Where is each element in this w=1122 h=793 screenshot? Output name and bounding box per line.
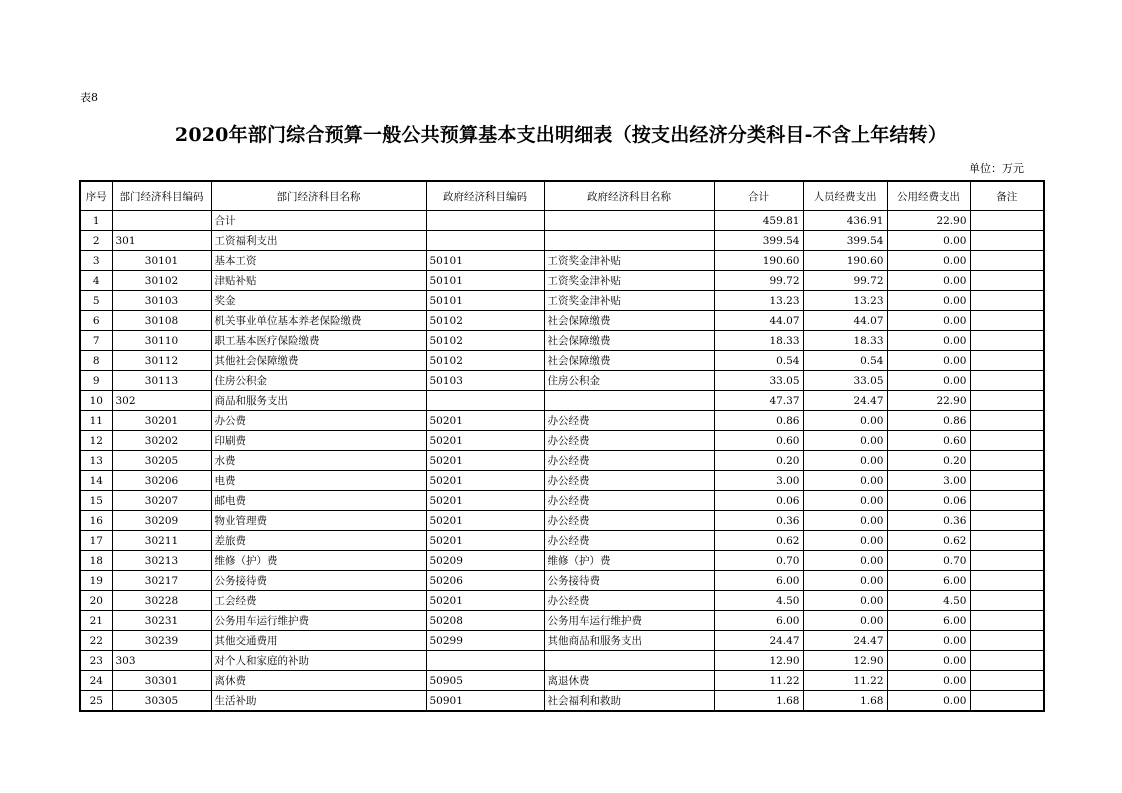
cell-row-number: 1: [80, 211, 112, 231]
cell-gov-name: [544, 211, 714, 231]
cell-dept-code: 30231: [112, 611, 211, 631]
cell-row-number: 4: [80, 271, 112, 291]
cell-gov-code: 50102: [426, 311, 544, 331]
cell-gov-name: 办公经费: [544, 491, 714, 511]
cell-row-number: 17: [80, 531, 112, 551]
table-number: 表8: [80, 91, 98, 104]
cell-personnel: 0.00: [803, 571, 887, 591]
table-row: [80, 211, 1044, 231]
cell-dept-code: 30239: [112, 631, 211, 651]
cell-note: [970, 271, 1044, 291]
cell-dept-code: 30102: [112, 271, 211, 291]
cell-gov-code: 50101: [426, 251, 544, 271]
cell-dept-code: 30108: [112, 311, 211, 331]
cell-gov-name: 办公经费: [544, 471, 714, 491]
table-row: [80, 311, 1044, 331]
cell-dept-code: 303: [112, 651, 211, 671]
cell-total: 44.07: [714, 311, 803, 331]
cell-dept-code: 30211: [112, 531, 211, 551]
cell-dept-code: 301: [112, 231, 211, 251]
cell-personnel: 12.90: [803, 651, 887, 671]
cell-public: 0.00: [887, 351, 970, 371]
cell-dept-name: 水费: [211, 451, 426, 471]
cell-note: [970, 331, 1044, 351]
header-personnel: 人员经费支出: [803, 181, 887, 211]
cell-dept-code: 30113: [112, 371, 211, 391]
table-row: [80, 571, 1044, 591]
cell-note: [970, 291, 1044, 311]
table-row: [80, 611, 1044, 631]
cell-dept-code: 30201: [112, 411, 211, 431]
cell-gov-code: 50101: [426, 271, 544, 291]
cell-public: 0.36: [887, 511, 970, 531]
cell-total: 6.00: [714, 611, 803, 631]
unit-label: 单位：万元: [969, 162, 1024, 175]
cell-gov-name: [544, 231, 714, 251]
cell-personnel: 0.00: [803, 591, 887, 611]
cell-total: 399.54: [714, 231, 803, 251]
cell-row-number: 5: [80, 291, 112, 311]
cell-note: [970, 591, 1044, 611]
cell-gov-code: 50201: [426, 591, 544, 611]
header-note: 备注: [970, 181, 1044, 211]
cell-total: 12.90: [714, 651, 803, 671]
cell-public: 0.00: [887, 251, 970, 271]
cell-public: 6.00: [887, 611, 970, 631]
cell-gov-code: 50102: [426, 351, 544, 371]
cell-total: 99.72: [714, 271, 803, 291]
cell-gov-code: 50201: [426, 471, 544, 491]
cell-note: [970, 691, 1044, 712]
cell-note: [970, 531, 1044, 551]
cell-note: [970, 631, 1044, 651]
cell-note: [970, 391, 1044, 411]
table-row: [80, 291, 1044, 311]
cell-note: [970, 671, 1044, 691]
table-row: [80, 251, 1044, 271]
cell-dept-name: 公务接待费: [211, 571, 426, 591]
cell-note: [970, 571, 1044, 591]
cell-gov-name: 社会保障缴费: [544, 331, 714, 351]
cell-total: 33.05: [714, 371, 803, 391]
cell-row-number: 2: [80, 231, 112, 251]
cell-dept-name: 对个人和家庭的补助: [211, 651, 426, 671]
cell-public: 0.00: [887, 231, 970, 251]
document-title: 2020年部门综合预算一般公共预算基本支出明细表（按支出经济分类科目-不含上年结转）: [174, 124, 948, 146]
table-row: [80, 511, 1044, 531]
cell-total: 24.47: [714, 631, 803, 651]
cell-gov-name: 社会保障缴费: [544, 311, 714, 331]
cell-dept-name: 其他交通费用: [211, 631, 426, 651]
cell-note: [970, 231, 1044, 251]
cell-total: 0.36: [714, 511, 803, 531]
cell-personnel: 99.72: [803, 271, 887, 291]
cell-note: [970, 491, 1044, 511]
cell-gov-code: 50201: [426, 531, 544, 551]
table-row: [80, 551, 1044, 571]
table-row: [80, 451, 1044, 471]
cell-row-number: 7: [80, 331, 112, 351]
cell-dept-name: 印刷费: [211, 431, 426, 451]
cell-dept-code: 30112: [112, 351, 211, 371]
cell-dept-code: 30209: [112, 511, 211, 531]
cell-gov-name: 工资奖金津补贴: [544, 271, 714, 291]
cell-gov-code: 50201: [426, 491, 544, 511]
cell-row-number: 22: [80, 631, 112, 651]
cell-total: 4.50: [714, 591, 803, 611]
cell-gov-code: 50201: [426, 451, 544, 471]
cell-dept-code: 30101: [112, 251, 211, 271]
cell-public: 0.62: [887, 531, 970, 551]
header-gov-name: 政府经济科目名称: [544, 181, 714, 211]
cell-note: [970, 351, 1044, 371]
cell-dept-name: 奖金: [211, 291, 426, 311]
cell-dept-name: 住房公积金: [211, 371, 426, 391]
cell-gov-name: 社会福利和救助: [544, 691, 714, 712]
cell-gov-name: 离退休费: [544, 671, 714, 691]
cell-row-number: 16: [80, 511, 112, 531]
cell-public: 0.00: [887, 631, 970, 651]
cell-gov-name: 工资奖金津补贴: [544, 291, 714, 311]
cell-total: 0.70: [714, 551, 803, 571]
cell-dept-code: [112, 211, 211, 231]
cell-public: 6.00: [887, 571, 970, 591]
cell-dept-code: 30213: [112, 551, 211, 571]
cell-row-number: 9: [80, 371, 112, 391]
cell-personnel: 0.00: [803, 511, 887, 531]
cell-gov-code: 50103: [426, 371, 544, 391]
cell-public: 0.60: [887, 431, 970, 451]
cell-row-number: 14: [80, 471, 112, 491]
cell-personnel: 0.00: [803, 611, 887, 631]
cell-personnel: 0.54: [803, 351, 887, 371]
cell-public: 0.20: [887, 451, 970, 471]
cell-row-number: 3: [80, 251, 112, 271]
cell-dept-name: 差旅费: [211, 531, 426, 551]
cell-total: 13.23: [714, 291, 803, 311]
cell-note: [970, 411, 1044, 431]
cell-total: 6.00: [714, 571, 803, 591]
cell-note: [970, 471, 1044, 491]
cell-public: 4.50: [887, 591, 970, 611]
cell-row-number: 24: [80, 671, 112, 691]
cell-dept-code: 302: [112, 391, 211, 411]
table-row: [80, 591, 1044, 611]
budget-table: [79, 180, 1045, 712]
cell-gov-code: [426, 231, 544, 251]
cell-row-number: 18: [80, 551, 112, 571]
cell-gov-name: 办公经费: [544, 431, 714, 451]
cell-total: 11.22: [714, 671, 803, 691]
cell-personnel: 0.00: [803, 471, 887, 491]
table-row: [80, 691, 1044, 712]
cell-total: 0.60: [714, 431, 803, 451]
table-row: [80, 331, 1044, 351]
cell-note: [970, 311, 1044, 331]
cell-personnel: 11.22: [803, 671, 887, 691]
cell-row-number: 21: [80, 611, 112, 631]
cell-public: 22.90: [887, 391, 970, 411]
table-row: [80, 651, 1044, 671]
cell-personnel: 1.68: [803, 691, 887, 712]
header-dept-name: 部门经济科目名称: [211, 181, 426, 211]
cell-personnel: 0.00: [803, 551, 887, 571]
cell-gov-code: 50101: [426, 291, 544, 311]
cell-gov-code: [426, 391, 544, 411]
cell-dept-name: 机关事业单位基本养老保险缴费: [211, 311, 426, 331]
cell-note: [970, 251, 1044, 271]
cell-public: 0.00: [887, 291, 970, 311]
cell-personnel: 0.00: [803, 431, 887, 451]
cell-public: 0.70: [887, 551, 970, 571]
cell-gov-name: 公务用车运行维护费: [544, 611, 714, 631]
cell-personnel: 18.33: [803, 331, 887, 351]
table-row: [80, 231, 1044, 251]
cell-row-number: 23: [80, 651, 112, 671]
cell-personnel: 13.23: [803, 291, 887, 311]
cell-dept-code: 30228: [112, 591, 211, 611]
cell-note: [970, 551, 1044, 571]
table-row: [80, 671, 1044, 691]
cell-personnel: 24.47: [803, 631, 887, 651]
cell-gov-name: 其他商品和服务支出: [544, 631, 714, 651]
cell-dept-name: 维修（护）费: [211, 551, 426, 571]
cell-public: 0.06: [887, 491, 970, 511]
cell-row-number: 6: [80, 311, 112, 331]
cell-personnel: 436.91: [803, 211, 887, 231]
table-row: [80, 471, 1044, 491]
cell-total: 47.37: [714, 391, 803, 411]
cell-dept-code: 30110: [112, 331, 211, 351]
cell-dept-name: 商品和服务支出: [211, 391, 426, 411]
cell-note: [970, 211, 1044, 231]
cell-public: 0.00: [887, 371, 970, 391]
cell-row-number: 8: [80, 351, 112, 371]
cell-public: 22.90: [887, 211, 970, 231]
cell-gov-code: 50102: [426, 331, 544, 351]
cell-public: 0.00: [887, 691, 970, 712]
cell-gov-name: 工资奖金津补贴: [544, 251, 714, 271]
cell-gov-name: 办公经费: [544, 451, 714, 471]
cell-gov-name: 办公经费: [544, 531, 714, 551]
table-row: [80, 371, 1044, 391]
table-body: [80, 211, 1044, 712]
cell-total: 0.86: [714, 411, 803, 431]
table-row: [80, 271, 1044, 291]
cell-gov-name: 办公经费: [544, 591, 714, 611]
cell-dept-code: 30305: [112, 691, 211, 712]
cell-dept-code: 30206: [112, 471, 211, 491]
cell-gov-code: [426, 211, 544, 231]
cell-gov-code: 50206: [426, 571, 544, 591]
cell-gov-code: 50208: [426, 611, 544, 631]
cell-dept-name: 电费: [211, 471, 426, 491]
cell-dept-name: 职工基本医疗保险缴费: [211, 331, 426, 351]
table-row: [80, 351, 1044, 371]
cell-dept-code: 30103: [112, 291, 211, 311]
cell-note: [970, 651, 1044, 671]
cell-gov-code: [426, 651, 544, 671]
cell-gov-code: 50905: [426, 671, 544, 691]
cell-dept-code: 30207: [112, 491, 211, 511]
cell-public: 0.00: [887, 271, 970, 291]
header-no: 序号: [80, 181, 112, 211]
cell-personnel: 190.60: [803, 251, 887, 271]
cell-public: 0.00: [887, 671, 970, 691]
cell-total: 18.33: [714, 331, 803, 351]
table-row: [80, 431, 1044, 451]
cell-gov-code: 50299: [426, 631, 544, 651]
cell-dept-name: 公务用车运行维护费: [211, 611, 426, 631]
table-row: [80, 631, 1044, 651]
cell-personnel: 44.07: [803, 311, 887, 331]
cell-total: 3.00: [714, 471, 803, 491]
cell-personnel: 33.05: [803, 371, 887, 391]
cell-personnel: 399.54: [803, 231, 887, 251]
cell-dept-name: 津贴补贴: [211, 271, 426, 291]
cell-personnel: 0.00: [803, 491, 887, 511]
cell-row-number: 19: [80, 571, 112, 591]
table-row: [80, 491, 1044, 511]
header-dept-code: 部门经济科目编码: [112, 181, 211, 211]
header-row: [80, 181, 1044, 211]
cell-dept-name: 合计: [211, 211, 426, 231]
cell-row-number: 13: [80, 451, 112, 471]
cell-dept-name: 邮电费: [211, 491, 426, 511]
cell-gov-name: [544, 651, 714, 671]
cell-row-number: 10: [80, 391, 112, 411]
cell-dept-code: 30205: [112, 451, 211, 471]
cell-public: 0.86: [887, 411, 970, 431]
cell-total: 0.62: [714, 531, 803, 551]
cell-gov-name: 住房公积金: [544, 371, 714, 391]
cell-personnel: 0.00: [803, 411, 887, 431]
cell-gov-code: 50201: [426, 411, 544, 431]
cell-row-number: 11: [80, 411, 112, 431]
header-total: 合计: [714, 181, 803, 211]
cell-row-number: 20: [80, 591, 112, 611]
cell-public: 0.00: [887, 331, 970, 351]
cell-gov-name: 办公经费: [544, 411, 714, 431]
header-gov-code: 政府经济科目编码: [426, 181, 544, 211]
cell-gov-name: 办公经费: [544, 511, 714, 531]
cell-dept-name: 工资福利支出: [211, 231, 426, 251]
cell-row-number: 15: [80, 491, 112, 511]
cell-gov-name: [544, 391, 714, 411]
cell-note: [970, 611, 1044, 631]
cell-note: [970, 511, 1044, 531]
cell-gov-name: 社会保障缴费: [544, 351, 714, 371]
cell-total: 0.54: [714, 351, 803, 371]
table-row: [80, 531, 1044, 551]
cell-row-number: 25: [80, 691, 112, 712]
cell-gov-code: 50201: [426, 511, 544, 531]
cell-total: 0.20: [714, 451, 803, 471]
table-row: [80, 391, 1044, 411]
table-row: [80, 411, 1044, 431]
cell-note: [970, 431, 1044, 451]
cell-row-number: 12: [80, 431, 112, 451]
cell-personnel: 0.00: [803, 451, 887, 471]
cell-gov-code: 50209: [426, 551, 544, 571]
cell-note: [970, 371, 1044, 391]
cell-gov-name: 维修（护）费: [544, 551, 714, 571]
cell-total: 0.06: [714, 491, 803, 511]
cell-dept-name: 工会经费: [211, 591, 426, 611]
cell-dept-code: 30202: [112, 431, 211, 451]
cell-total: 190.60: [714, 251, 803, 271]
cell-total: 459.81: [714, 211, 803, 231]
cell-dept-name: 办公费: [211, 411, 426, 431]
cell-gov-code: 50201: [426, 431, 544, 451]
cell-dept-name: 生活补助: [211, 691, 426, 712]
cell-dept-name: 基本工资: [211, 251, 426, 271]
cell-dept-name: 其他社会保障缴费: [211, 351, 426, 371]
cell-gov-name: 公务接待费: [544, 571, 714, 591]
cell-public: 0.00: [887, 311, 970, 331]
cell-total: 1.68: [714, 691, 803, 712]
cell-note: [970, 451, 1044, 471]
header-public: 公用经费支出: [887, 181, 970, 211]
cell-public: 0.00: [887, 651, 970, 671]
cell-dept-name: 物业管理费: [211, 511, 426, 531]
cell-public: 3.00: [887, 471, 970, 491]
cell-dept-code: 30217: [112, 571, 211, 591]
cell-dept-code: 30301: [112, 671, 211, 691]
cell-dept-name: 离休费: [211, 671, 426, 691]
cell-personnel: 0.00: [803, 531, 887, 551]
cell-gov-code: 50901: [426, 691, 544, 712]
cell-personnel: 24.47: [803, 391, 887, 411]
